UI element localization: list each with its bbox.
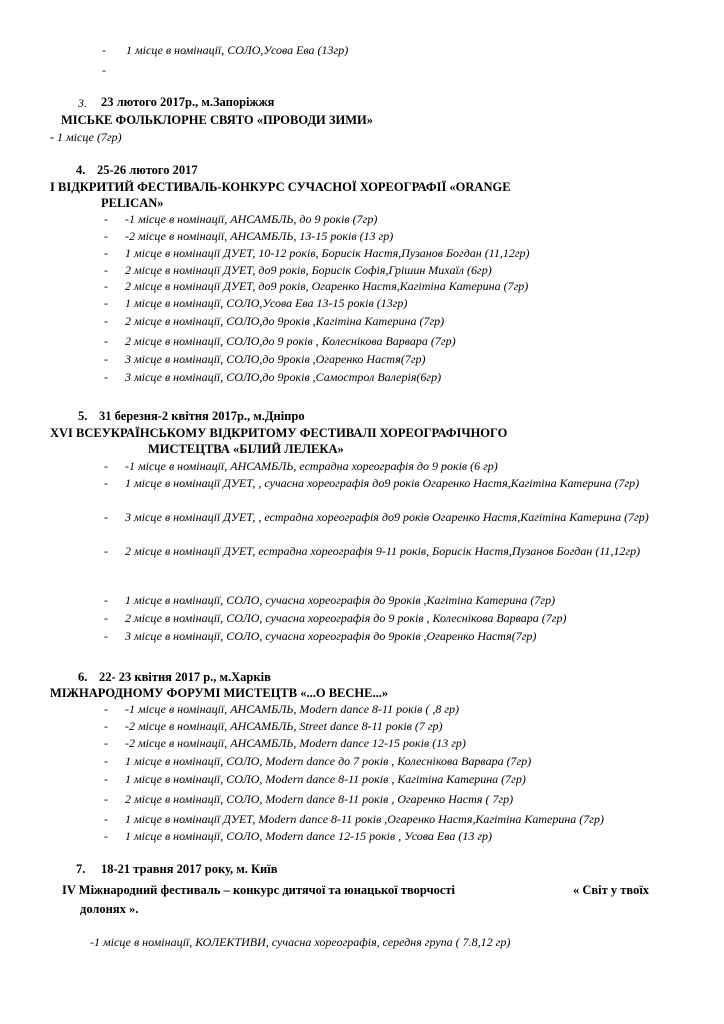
list-item-text: -1 місце в номінації, КОЛЕКТИВИ, сучасна хореографія, середня група ( 7.8,12 гр): [90, 935, 511, 949]
list-item: -2 місце в номінації, АНСАМБЛЬ, Modern dance 12-15 років (13 гр): [125, 736, 466, 750]
event-title: IV Міжнародний фестиваль – конкурс дитячої та юнацької творчості: [62, 883, 456, 897]
list-item: 1 місце в номінації, СОЛО,Усова Ева 13-15 років (13гр): [125, 296, 408, 310]
list-item-text: 1 місце (7гр): [57, 130, 122, 144]
section-heading: 22- 23 квітня 2017 р., м.Харків: [99, 670, 271, 684]
list-dash: -: [104, 459, 108, 473]
list-dash: -: [104, 772, 108, 786]
list-dash: -: [104, 629, 108, 643]
event-title-part: « Світ у твоїх: [573, 883, 650, 897]
section-heading: 18-21 травня 2017 року, м. Київ: [101, 862, 278, 876]
list-dash: -: [104, 212, 108, 226]
list-item: -2 місце в номінації, АНСАМБЛЬ, Street dance 8-11 років (7 гр): [125, 719, 443, 733]
section-number: 4.: [76, 163, 86, 177]
list-dash: -: [104, 829, 108, 843]
list-dash: -: [104, 334, 108, 348]
list-dash: -: [104, 611, 108, 625]
list-item: 2 місце в номінації, СОЛО,до 9 років , Колеснікова Варвара (7гр): [125, 334, 456, 348]
list-item: -1 місце в номінації, АНСАМБЛЬ, естрадна хореографія до 9 років (6 гр): [125, 459, 498, 473]
list-item: -1 місце в номінації, АНСАМБЛЬ, до 9 років (7гр): [125, 212, 378, 226]
event-title-cont: PELICAN»: [101, 196, 164, 210]
list-item-text: 1 місце в номінації, СОЛО,Усова Ева (13гр): [126, 43, 349, 57]
event-title: МІСЬКЕ ФОЛЬКЛОРНЕ СВЯТО «ПРОВОДИ ЗИМИ»: [61, 113, 373, 127]
section-heading: 31 березня-2 квітня 2017р., м.Дніпро: [99, 409, 305, 423]
event-title-cont: МИСТЕЦТВА «БІЛИЙ ЛЕЛЕКА»: [148, 442, 344, 456]
list-item: 2 місце в номінації, СОЛО, Modern dance 8-11 років , Огаренко Настя ( 7гр): [125, 792, 514, 806]
list-dash: -: [104, 246, 108, 260]
list-dash: -: [104, 593, 108, 607]
list-item: 1 місце в номінації ДУЕТ, , сучасна хореографія до9 років Огаренко Настя,Кагітіна Катерина (7гр): [125, 476, 640, 490]
list-dash: -: [50, 130, 54, 144]
list-dash: -: [104, 314, 108, 328]
list-item: [102, 43, 106, 57]
event-title: І ВІДКРИТИЙ ФЕСТИВАЛЬ-КОНКУРС СУЧАСНОЇ ХОРЕОГРАФІЇ «ORANGE: [50, 180, 511, 194]
list-item: 2 місце в номінації ДУЕТ, до9 років, Борисік Софія,Грішин Михаїл (6гр): [125, 263, 492, 277]
list-item: [50, 130, 122, 144]
list-item: 1 місце в номінації ДУЕТ, 10-12 років, Борисік Настя,Пузанов Богдан (11,12гр): [125, 246, 530, 260]
list-item: 3 місце в номінації, СОЛО,до 9років ,Самострол Валерія(6гр): [125, 370, 442, 384]
list-dash: -: [104, 702, 108, 716]
section-heading: 25-26 лютого 2017: [97, 163, 198, 177]
list-dash: -: [104, 476, 108, 490]
list-dash: -: [104, 229, 108, 243]
list-dash: -: [104, 754, 108, 768]
list-item: -2 місце в номінації, АНСАМБЛЬ, 13-15 років (13 гр): [125, 229, 394, 243]
list-item: 3 місце в номінації ДУЕТ, , естрадна хореографія до9 років Огаренко Настя,Кагітіна Катерина (7гр): [125, 510, 649, 524]
list-item: -1 місце в номінації, АНСАМБЛЬ, Modern dance 8-11 років ( ,8 гр): [125, 702, 459, 716]
section-number: 3.: [78, 96, 87, 110]
list-dash: -: [104, 352, 108, 366]
list-dash: -: [104, 812, 108, 826]
list-item: 1 місце в номінації, СОЛО, сучасна хореографія до 9років ,Кагітіна Катерина (7гр): [125, 593, 556, 607]
list-dash: -: [104, 370, 108, 384]
list-item: 3 місце в номінації, СОЛО,до 9років ,Огаренко Настя(7гр): [125, 352, 426, 366]
list-item: 1 місце в номінації ДУЕТ, Modern dance 8-11 років ,Огаренко Настя,Кагітіна Катерина (7гр): [125, 812, 604, 826]
list-dash: -: [104, 792, 108, 806]
event-title-cont: долонях ».: [80, 902, 139, 916]
list-item: 3 місце в номінації, СОЛО, сучасна хореографія до 9років ,Огаренко Настя(7гр): [125, 629, 537, 643]
list-dash: -: [102, 43, 106, 57]
list-dash: -: [104, 719, 108, 733]
list-dash: -: [104, 296, 108, 310]
list-dash: -: [104, 279, 108, 293]
list-item: 2 місце в номінації ДУЕТ, естрадна хореографія 9-11 років, Борисік Настя,Пузанов Богдан (11,12гр): [125, 544, 641, 558]
list-item: 2 місце в номінації, СОЛО, сучасна хореографія до 9 років , Колеснікова Варвара (7гр): [125, 611, 567, 625]
list-dash: -: [104, 510, 108, 524]
list-item: 2 місце в номінації ДУЕТ, до9 років, Огаренко Настя,Кагітіна Катерина (7гр): [125, 279, 529, 293]
list-item: 2 місце в номінації, СОЛО,до 9років ,Кагітіна Катерина (7гр): [125, 314, 445, 328]
section-number: 7.: [76, 862, 86, 876]
list-dash: -: [102, 63, 106, 77]
list-dash: -: [104, 544, 108, 558]
event-title: МІЖНАРОДНОМУ ФОРУМІ МИСТЕЦТВ «...О ВЕСНЕ...»: [50, 686, 389, 700]
section-number: 6.: [78, 670, 88, 684]
list-item: 1 місце в номінації, СОЛО, Modern dance 8-11 років , Кагітіна Катерина (7гр): [125, 772, 526, 786]
list-item: 1 місце в номінації, СОЛО, Modern dance до 7 років , Колеснікова Варвара (7гр): [125, 754, 532, 768]
section-heading: 23 лютого 2017р., м.Запоріжжя: [101, 95, 275, 109]
section-number: 5.: [78, 409, 88, 423]
list-item: 1 місце в номінації, СОЛО, Modern dance 12-15 років , Усова Ева (13 гр): [125, 829, 493, 843]
event-title: XVI ВСЕУКРАЇНСЬКОМУ ВІДКРИТОМУ ФЕСТИВАЛІ ХОРЕОГРАФІЧНОГО: [50, 426, 508, 440]
list-dash: -: [104, 263, 108, 277]
list-dash: -: [104, 736, 108, 750]
